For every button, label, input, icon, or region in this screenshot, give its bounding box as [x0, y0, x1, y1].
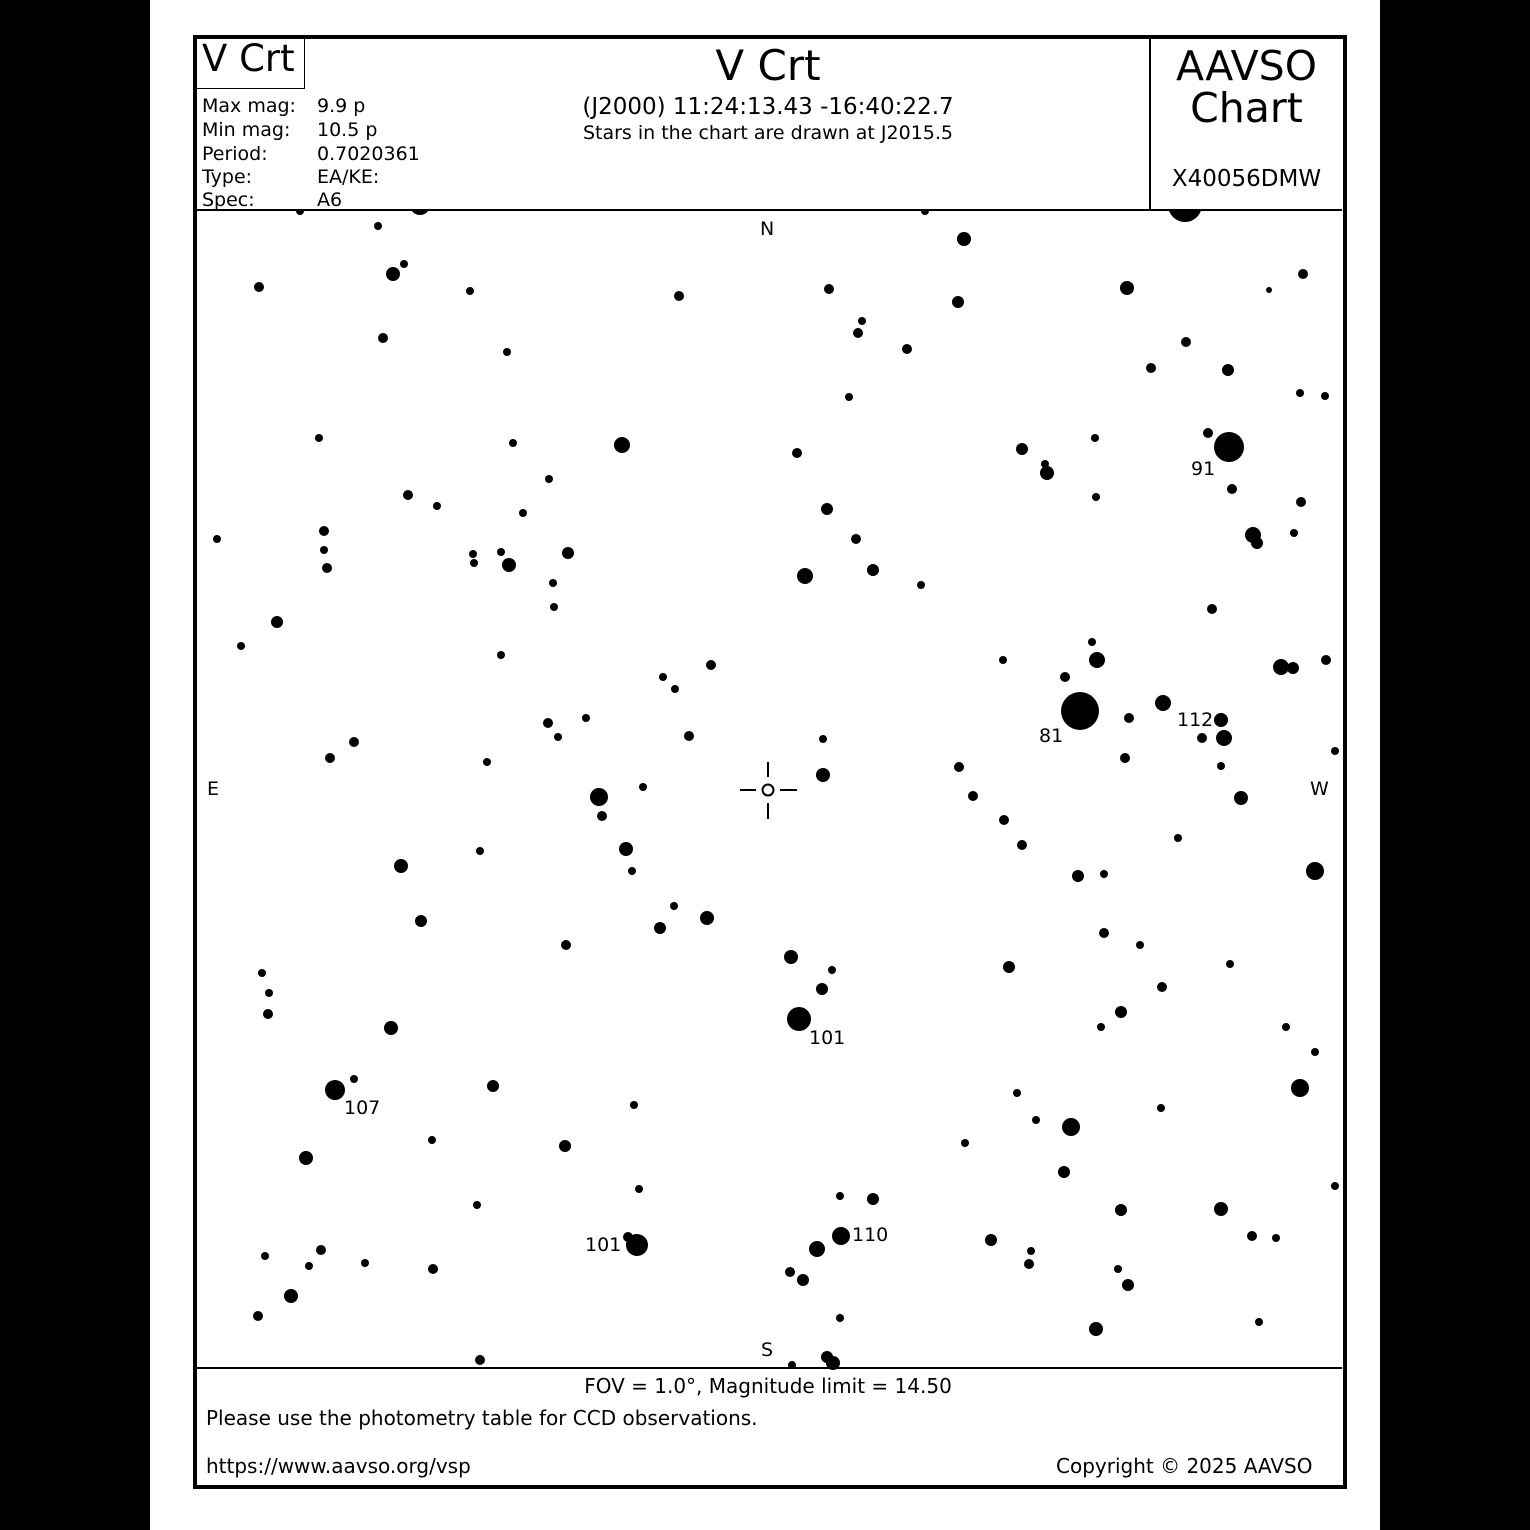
chart-frame [193, 35, 1347, 1489]
comp-star-label: 101 [585, 1234, 622, 1256]
comp-star-label: 107 [344, 1097, 381, 1119]
info-value-spec: A6 [317, 189, 343, 211]
chart-title: V Crt [715, 41, 821, 90]
vsp-link[interactable]: https://www.aavso.org/vsp [206, 1454, 471, 1478]
comp-star-label: 101 [809, 1027, 846, 1049]
info-label-min: Min mag: [202, 119, 291, 141]
brand-chart: Chart [1190, 84, 1303, 132]
brand-aavso: AAVSO [1176, 42, 1317, 90]
info-label-spec: Spec: [202, 189, 255, 211]
info-label-period: Period: [202, 143, 268, 165]
info-value-min: 10.5 p [317, 119, 378, 141]
fov-text: FOV = 1.0°, Magnitude limit = 14.50 [584, 1374, 952, 1398]
info-value-type: EA/KE: [317, 166, 380, 188]
star-name-label: V Crt [202, 37, 295, 80]
direction-south: S [761, 1339, 774, 1361]
info-label-type: Type: [202, 166, 253, 188]
comp-star-label: 110 [852, 1224, 889, 1246]
info-value-max: 9.9 p [317, 95, 366, 117]
direction-east: E [207, 778, 220, 800]
epoch-note: Stars in the chart are drawn at J2015.5 [582, 122, 954, 144]
copyright: Copyright © 2025 AAVSO [1056, 1454, 1313, 1478]
direction-west: W [1310, 778, 1329, 800]
direction-north: N [760, 218, 775, 240]
info-label-max: Max mag: [202, 95, 296, 117]
comp-star-label: 91 [1191, 458, 1216, 480]
footer-top-rule [197, 1367, 1342, 1369]
coordinates: (J2000) 11:24:13.43 -16:40:22.7 [582, 94, 954, 120]
info-value-period: 0.7020361 [317, 143, 420, 165]
ccd-note: Please use the photometry table for CCD observations. [206, 1406, 758, 1430]
comp-star-label: 112 [1177, 709, 1214, 731]
comp-star-label: 81 [1039, 725, 1064, 747]
chart-id: X40056DMW [1171, 166, 1322, 192]
header-bottom-rule [197, 209, 1342, 211]
